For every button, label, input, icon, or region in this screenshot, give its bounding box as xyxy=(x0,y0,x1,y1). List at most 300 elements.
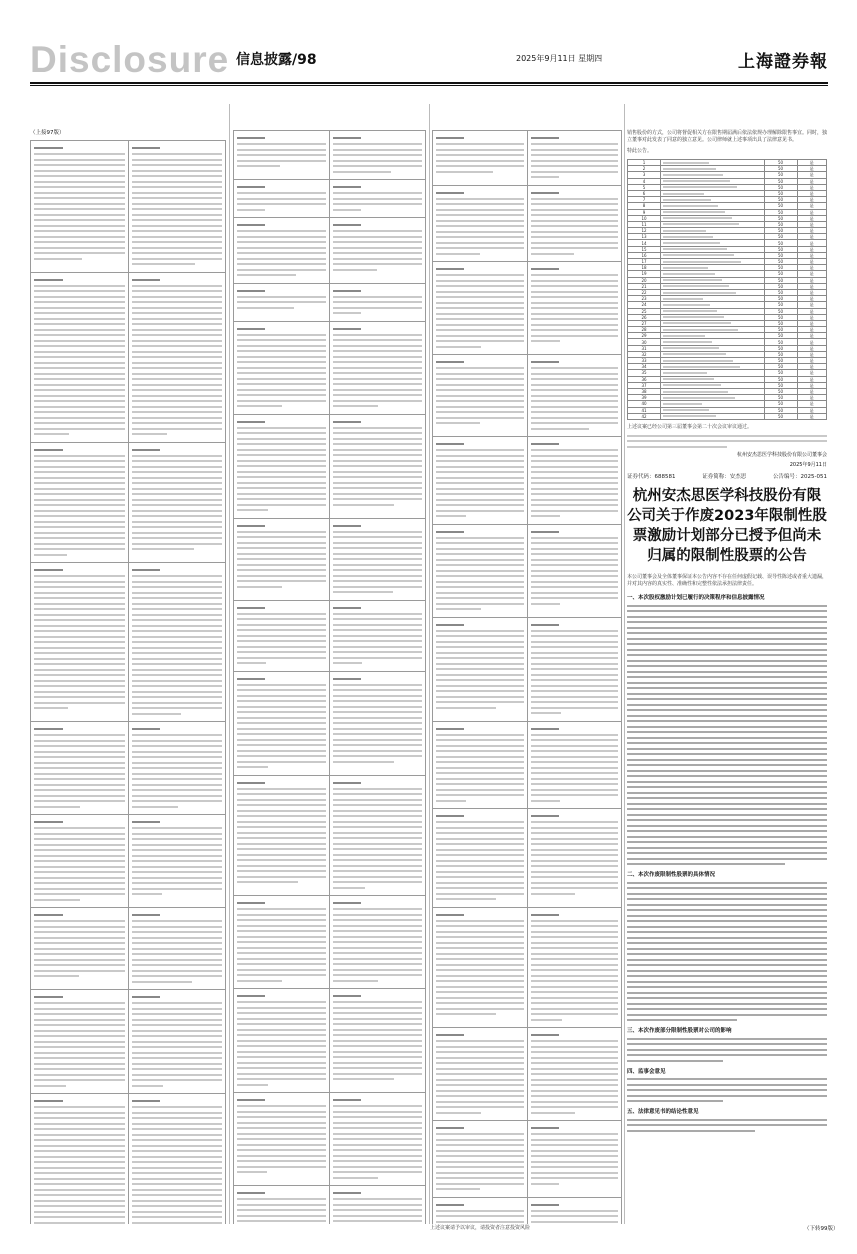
text-line xyxy=(132,1063,223,1065)
section-body xyxy=(627,1078,827,1102)
table-cell xyxy=(330,775,426,896)
text-line xyxy=(237,974,326,976)
text-line xyxy=(34,888,125,890)
text-line xyxy=(436,214,524,216)
table-cell xyxy=(330,896,426,989)
text-line xyxy=(34,926,125,928)
text-line xyxy=(436,389,524,391)
text-line xyxy=(132,663,223,665)
text-line xyxy=(237,750,326,752)
table-cell xyxy=(527,1121,622,1198)
text-line xyxy=(627,803,827,805)
text-line xyxy=(237,389,326,391)
table-cell: 36 xyxy=(628,376,661,382)
text-line xyxy=(627,770,827,772)
text-line xyxy=(627,841,827,843)
text-line xyxy=(531,783,619,785)
text-line xyxy=(237,1007,326,1009)
announcement-intro: 销售股份的方式，公司将督促相关方在限售期届满后依法依规办理解除限售事宜。同时，独立董事对此发表了同意的独立意见。公司律师就上述事项出具了法律意见书。 xyxy=(627,130,828,143)
table-cell: 31 xyxy=(628,345,661,351)
section-body xyxy=(627,882,827,1022)
text-line xyxy=(627,863,785,865)
text-line xyxy=(132,471,223,473)
text-line xyxy=(531,1040,619,1042)
table-cell xyxy=(31,272,129,442)
text-line xyxy=(34,252,125,254)
text-line xyxy=(132,406,223,408)
text-line xyxy=(436,674,524,676)
text-line xyxy=(34,931,125,933)
text-line xyxy=(531,253,575,255)
text-line xyxy=(132,252,223,254)
text-line xyxy=(333,711,422,713)
text-line xyxy=(333,854,422,856)
text-line xyxy=(436,685,524,687)
table-cell xyxy=(128,141,226,273)
text-line xyxy=(531,860,619,862)
text-line xyxy=(531,920,619,922)
text-line xyxy=(34,652,125,654)
text-line xyxy=(132,181,223,183)
text-line xyxy=(132,1194,223,1196)
text-line xyxy=(132,981,193,983)
table-cell: 1 xyxy=(628,160,661,166)
text-line xyxy=(531,422,619,424)
table-cell: 10 xyxy=(628,215,661,221)
text-line xyxy=(436,1188,480,1190)
text-line xyxy=(531,986,619,988)
text-line xyxy=(34,329,125,331)
table-cell: 是 xyxy=(797,197,826,203)
text-line xyxy=(132,1172,223,1174)
table-cell xyxy=(330,989,426,1093)
text-line xyxy=(237,203,326,205)
table-cell xyxy=(128,1094,226,1225)
text-line xyxy=(627,819,827,821)
text-line xyxy=(531,171,619,173)
table-cell: 6 xyxy=(628,190,661,196)
table-cell: 9 xyxy=(628,209,661,215)
text-line xyxy=(627,1078,827,1080)
text-line xyxy=(237,930,326,932)
text-line xyxy=(34,696,125,698)
text-line xyxy=(132,866,223,868)
text-line xyxy=(237,1138,326,1140)
text-line xyxy=(531,641,619,643)
text-line xyxy=(132,975,223,977)
text-line xyxy=(436,690,524,692)
text-line xyxy=(333,198,422,200)
table-row xyxy=(234,321,426,414)
text-line xyxy=(531,449,619,451)
text-line xyxy=(436,947,524,949)
text-line xyxy=(531,203,619,205)
newspaper-name: 上海證券報 xyxy=(738,52,828,72)
text-line xyxy=(34,417,125,419)
text-line xyxy=(531,1166,619,1168)
text-line xyxy=(237,1062,326,1064)
table-cell: 50 xyxy=(764,351,797,357)
text-line xyxy=(531,685,619,687)
text-line xyxy=(132,197,223,199)
table-cell: 8 xyxy=(628,203,661,209)
text-line xyxy=(531,488,619,490)
text-line xyxy=(333,252,422,254)
text-line xyxy=(132,1145,223,1147)
table-cell xyxy=(128,272,226,442)
text-line xyxy=(237,908,326,910)
table-cell: 50 xyxy=(764,178,797,184)
text-line xyxy=(436,411,524,413)
text-line xyxy=(237,274,296,276)
text-line xyxy=(531,887,619,889)
text-line xyxy=(34,740,125,742)
text-line xyxy=(531,761,619,763)
text-line xyxy=(531,657,619,659)
table-cell: 50 xyxy=(764,302,797,308)
text-line xyxy=(237,876,326,878)
text-line xyxy=(436,537,524,539)
table-row xyxy=(31,141,226,273)
text-line xyxy=(627,808,827,810)
text-line xyxy=(333,171,391,173)
text-line xyxy=(333,487,422,489)
text-line xyxy=(132,236,223,238)
text-line xyxy=(333,744,422,746)
text-line xyxy=(333,1018,422,1020)
text-line xyxy=(34,175,125,177)
text-line xyxy=(436,274,524,276)
text-line xyxy=(237,1127,326,1129)
text-line xyxy=(333,1155,422,1157)
table-cell: 是 xyxy=(797,339,826,345)
text-line xyxy=(436,1161,524,1163)
table-cell xyxy=(433,355,528,437)
table-cell xyxy=(31,908,129,990)
text-line xyxy=(333,624,422,626)
table-row xyxy=(433,355,622,437)
text-line xyxy=(627,1038,827,1040)
table-cell: 25 xyxy=(628,308,661,314)
table-cell: 50 xyxy=(764,345,797,351)
text-line xyxy=(132,641,223,643)
text-line xyxy=(333,531,422,533)
text-line xyxy=(132,301,223,303)
text-line xyxy=(627,992,827,994)
text-line xyxy=(34,548,125,550)
text-line xyxy=(531,701,619,703)
text-line xyxy=(531,635,619,637)
text-line xyxy=(333,356,422,358)
text-line xyxy=(333,471,422,473)
text-line xyxy=(237,843,326,845)
text-line xyxy=(34,400,125,402)
text-line xyxy=(132,258,223,260)
text-line xyxy=(34,1134,125,1136)
text-line xyxy=(237,241,326,243)
text-line xyxy=(531,1161,619,1163)
text-line xyxy=(34,685,125,687)
masthead-logo: Disclosure xyxy=(30,39,230,80)
text-line xyxy=(333,553,422,555)
text-line xyxy=(333,963,422,965)
text-line xyxy=(436,564,524,566)
text-line xyxy=(132,647,223,649)
text-line xyxy=(34,849,125,851)
table-cell xyxy=(234,283,330,321)
text-line xyxy=(531,542,619,544)
text-line xyxy=(531,772,619,774)
table-cell: 50 xyxy=(764,296,797,302)
text-line xyxy=(333,143,422,145)
table-cell xyxy=(527,524,622,617)
text-line xyxy=(34,471,125,473)
text-line xyxy=(132,1024,223,1026)
table-cell: 3 xyxy=(628,172,661,178)
text-line xyxy=(531,958,619,960)
table-row xyxy=(433,721,622,809)
text-line xyxy=(531,652,619,654)
text-line xyxy=(34,844,125,846)
text-line xyxy=(627,898,827,900)
text-line xyxy=(237,1078,326,1080)
text-line xyxy=(436,253,480,255)
text-line xyxy=(531,400,619,402)
text-line xyxy=(132,586,223,588)
text-line xyxy=(34,636,125,638)
text-line xyxy=(627,660,827,662)
text-line xyxy=(436,1008,524,1010)
text-line xyxy=(333,837,422,839)
text-line xyxy=(34,920,125,922)
table-cell xyxy=(31,442,129,563)
text-line xyxy=(333,876,422,878)
text-line xyxy=(34,482,125,484)
text-line xyxy=(436,307,524,309)
table-cell: 35 xyxy=(628,370,661,376)
text-line xyxy=(333,334,422,336)
text-line xyxy=(436,493,524,495)
text-line xyxy=(436,335,524,337)
text-line xyxy=(333,192,422,194)
text-line xyxy=(34,373,125,375)
text-line xyxy=(237,307,294,309)
text-line xyxy=(436,1210,524,1212)
text-line xyxy=(34,614,125,616)
text-line xyxy=(237,1133,326,1135)
text-line xyxy=(237,722,326,724)
table-cell: 是 xyxy=(797,283,826,289)
text-line xyxy=(237,504,326,506)
text-line xyxy=(333,1056,422,1058)
text-line xyxy=(34,702,125,704)
text-line xyxy=(34,1183,125,1185)
text-line xyxy=(237,744,326,746)
table-cell xyxy=(234,989,330,1093)
text-line xyxy=(531,712,562,714)
text-line xyxy=(333,1073,422,1075)
text-line xyxy=(531,707,619,709)
text-line xyxy=(132,685,223,687)
table-cell: 是 xyxy=(797,228,826,234)
text-line xyxy=(436,597,524,599)
text-line xyxy=(436,209,524,211)
table-cell xyxy=(128,908,226,990)
text-line xyxy=(436,772,524,774)
text-line xyxy=(333,980,378,982)
text-line xyxy=(132,175,223,177)
text-line xyxy=(531,373,619,375)
text-line xyxy=(436,745,524,747)
text-line xyxy=(132,241,223,243)
announcement-column xyxy=(627,130,827,1135)
text-line xyxy=(436,1166,524,1168)
text-line xyxy=(333,914,422,916)
text-line xyxy=(237,919,326,921)
text-line xyxy=(531,455,619,457)
text-line xyxy=(627,665,827,667)
text-line xyxy=(531,603,561,605)
text-line xyxy=(237,1204,326,1206)
text-line xyxy=(34,225,125,227)
text-line xyxy=(436,838,524,840)
text-line xyxy=(627,825,827,827)
text-line xyxy=(237,553,326,555)
text-line xyxy=(237,192,326,194)
text-line xyxy=(237,361,326,363)
text-line xyxy=(627,1095,827,1097)
text-line xyxy=(333,438,422,440)
text-line xyxy=(237,821,326,823)
table-cell: 50 xyxy=(764,172,797,178)
text-line xyxy=(34,356,125,358)
text-line xyxy=(436,1040,524,1042)
text-line xyxy=(34,707,68,709)
text-line xyxy=(132,762,223,764)
text-line xyxy=(237,969,326,971)
table-cell: 13 xyxy=(628,234,661,240)
text-line xyxy=(237,1111,326,1113)
table-row xyxy=(433,1121,622,1198)
text-line xyxy=(627,920,827,922)
text-line xyxy=(132,855,223,857)
text-line xyxy=(333,1040,422,1042)
announcement-title: 杭州安杰思医学科技股份有限公司关于作废2023年限制性股票激励计划部分已授予但尚未归属的限制性股票的公告 xyxy=(627,488,827,565)
text-line xyxy=(237,454,326,456)
text-line xyxy=(436,340,524,342)
text-line xyxy=(333,1045,422,1047)
text-line xyxy=(531,854,619,856)
text-line xyxy=(531,581,619,583)
text-line xyxy=(237,476,326,478)
text-line xyxy=(34,942,125,944)
text-line xyxy=(237,405,282,407)
text-line xyxy=(237,941,326,943)
table-row xyxy=(433,524,622,617)
text-line xyxy=(333,378,422,380)
table-cell: 是 xyxy=(797,308,826,314)
text-line xyxy=(132,931,223,933)
text-line xyxy=(34,389,125,391)
text-line xyxy=(34,214,125,216)
table-cell: 是 xyxy=(797,358,826,364)
text-line xyxy=(436,455,524,457)
text-line xyxy=(132,230,223,232)
table-cell: 4 xyxy=(628,178,661,184)
text-line xyxy=(531,231,619,233)
text-line xyxy=(34,630,125,632)
text-line xyxy=(627,704,827,706)
table-cell xyxy=(433,809,528,908)
text-line xyxy=(132,1200,223,1202)
text-line xyxy=(436,302,524,304)
text-line xyxy=(132,351,223,353)
text-line xyxy=(333,1166,422,1168)
text-line xyxy=(132,373,223,375)
text-line xyxy=(237,733,326,735)
text-line xyxy=(531,564,619,566)
text-line xyxy=(34,203,125,205)
text-line xyxy=(531,417,619,419)
text-line xyxy=(627,931,827,933)
text-line xyxy=(237,815,326,817)
text-line xyxy=(333,345,422,347)
text-line xyxy=(132,1008,223,1010)
text-line xyxy=(531,646,619,648)
text-line xyxy=(333,558,422,560)
table-cell: 40 xyxy=(628,401,661,407)
text-line xyxy=(531,548,619,550)
text-line xyxy=(34,767,125,769)
text-line xyxy=(132,1178,223,1180)
text-line xyxy=(34,1041,125,1043)
text-line xyxy=(627,605,827,607)
text-line xyxy=(531,1019,563,1021)
text-line xyxy=(627,627,827,629)
amendment-table-column-2 xyxy=(233,130,426,1224)
table-cell: 是 xyxy=(797,327,826,333)
text-line xyxy=(436,143,524,145)
text-line xyxy=(531,1068,619,1070)
text-line xyxy=(132,389,223,391)
text-line xyxy=(333,575,422,577)
text-line xyxy=(531,411,619,413)
table-cell xyxy=(234,414,330,518)
text-line xyxy=(436,499,524,501)
stock-name: 证券简称：安杰思 xyxy=(702,474,747,481)
announcement-disclaimer: 本公司董事会及全体董事保证本公告内容不存在任何虚假记载、误导性陈述或者重大遗漏，并对其内容的真实性、准确性和完整性依法承担法律责任。 xyxy=(627,574,828,588)
table-cell: 18 xyxy=(628,265,661,271)
text-line xyxy=(531,750,619,752)
text-line xyxy=(132,548,194,550)
table-cell: 23 xyxy=(628,296,661,302)
text-line xyxy=(531,143,619,145)
text-line xyxy=(531,559,619,561)
text-line xyxy=(627,764,827,766)
text-line xyxy=(132,691,223,693)
text-line xyxy=(132,1002,223,1004)
text-line xyxy=(333,154,422,156)
table-cell xyxy=(527,721,622,809)
text-line xyxy=(436,1101,524,1103)
column-divider xyxy=(624,104,625,1224)
table-cell: 是 xyxy=(797,184,826,190)
text-line xyxy=(531,471,619,473)
text-line xyxy=(34,871,125,873)
table-cell xyxy=(330,218,426,284)
text-line xyxy=(132,942,223,944)
text-line xyxy=(132,203,223,205)
